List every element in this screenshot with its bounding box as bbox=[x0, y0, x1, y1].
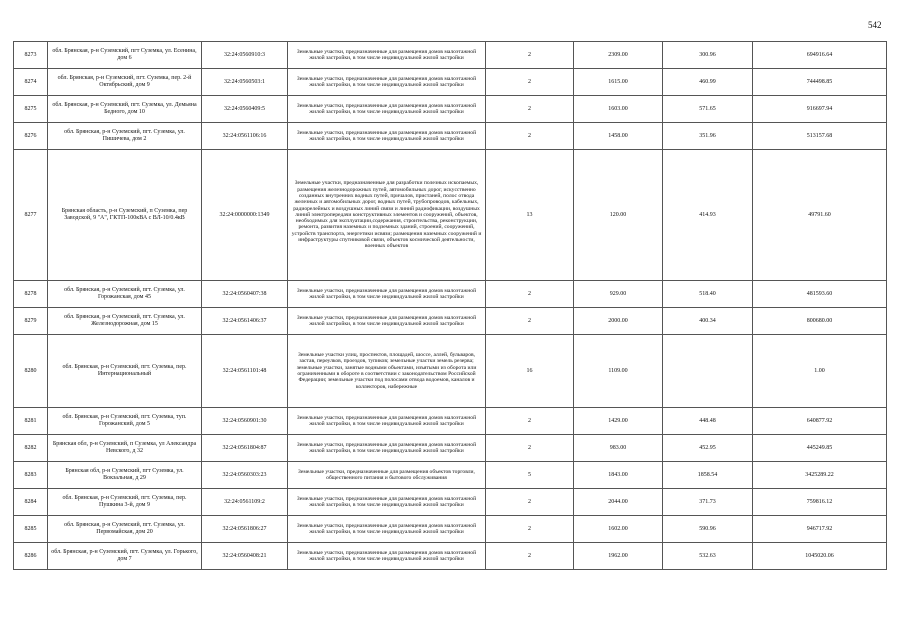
area-cell: 983.00 bbox=[574, 435, 663, 462]
address-cell: обл. Брянская, р-н Суземский, пгт. Суземка, ул. Демьяна Бедного, дом 10 bbox=[48, 96, 202, 123]
land-use-cell: Земельные участки, предназначенные для размещения домов малоэтажной жилой застройки, в том числе индивидуальной жилой застройки bbox=[288, 435, 486, 462]
land-use-cell: Земельные участки, предназначенные для размещения домов малоэтажной жилой застройки, в том числе индивидуальной жилой застройки bbox=[288, 281, 486, 308]
area-cell: 1603.00 bbox=[574, 96, 663, 123]
specific-value-cell: 532.63 bbox=[663, 543, 753, 570]
table-row bbox=[14, 96, 887, 123]
specific-value-cell: 571.65 bbox=[663, 96, 753, 123]
group-code-cell: 2 bbox=[486, 96, 574, 123]
row-number: 8282 bbox=[14, 435, 48, 462]
table-row bbox=[14, 69, 887, 96]
table-row bbox=[14, 435, 887, 462]
address-cell: обл. Брянская, р-н Суземский, пгт. Суземка, пер. Пушкина 3-й, дом 9 bbox=[48, 489, 202, 516]
group-code-cell: 5 bbox=[486, 462, 574, 489]
area-cell: 1109.00 bbox=[574, 335, 663, 408]
cadastral-value-cell: 513157.68 bbox=[753, 123, 887, 150]
group-code-cell: 2 bbox=[486, 281, 574, 308]
row-number: 8286 bbox=[14, 543, 48, 570]
cadastral-value-cell: 946717.92 bbox=[753, 516, 887, 543]
cadastral-number-cell: 32:24:0560910:3 bbox=[202, 42, 288, 69]
row-number: 8275 bbox=[14, 96, 48, 123]
area-cell: 2000.00 bbox=[574, 308, 663, 335]
row-number: 8285 bbox=[14, 516, 48, 543]
address-cell: обл. Брянская, р-н Суземский, пгт Суземка, ул. Есенина, дом 6 bbox=[48, 42, 202, 69]
group-code-cell: 2 bbox=[486, 123, 574, 150]
group-code-cell: 2 bbox=[486, 435, 574, 462]
specific-value-cell bbox=[663, 335, 753, 408]
address-cell: Брянская обл, р-н Суземский, пгт Суземка, ул. Вокзальная, д 29 bbox=[48, 462, 202, 489]
group-code-cell: 2 bbox=[486, 42, 574, 69]
row-number: 8281 bbox=[14, 408, 48, 435]
cadastral-number-cell: 32:24:0561806:27 bbox=[202, 516, 288, 543]
cadastral-number-cell: 32:24:0561106:16 bbox=[202, 123, 288, 150]
specific-value-cell: 414.93 bbox=[663, 150, 753, 281]
land-use-cell: Земельные участки, предназначенные для размещения объектов торговли, общественного питания и бытового обслуживания bbox=[288, 462, 486, 489]
cadastral-number-cell: 32:24:0560408:21 bbox=[202, 543, 288, 570]
land-use-cell: Земельные участки, предназначенные для размещения домов малоэтажной жилой застройки, в том числе индивидуальной жилой застройки bbox=[288, 123, 486, 150]
table-row bbox=[14, 42, 887, 69]
cadastral-number-cell: 32:24:0560409:5 bbox=[202, 96, 288, 123]
row-number: 8279 bbox=[14, 308, 48, 335]
cadastral-number-cell: 32:24:0560303:23 bbox=[202, 462, 288, 489]
address-cell: обл. Брянская, р-н Суземский, пгт. Суземка, пер. 2-й Октябрьский, дом 9 bbox=[48, 69, 202, 96]
table-row bbox=[14, 489, 887, 516]
cadastral-number-cell: 32:24:0560503:1 bbox=[202, 69, 288, 96]
area-cell: 1615.00 bbox=[574, 69, 663, 96]
cadastral-value-cell: 694916.64 bbox=[753, 42, 887, 69]
land-use-cell: Земельные участки, предназначенные для размещения домов малоэтажной жилой застройки, в том числе индивидуальной жилой застройки bbox=[288, 408, 486, 435]
table-row bbox=[14, 281, 887, 308]
cadastral-value-cell: 445249.85 bbox=[753, 435, 887, 462]
area-cell: 2309.00 bbox=[574, 42, 663, 69]
cadastral-number-cell: 32:24:0560901:30 bbox=[202, 408, 288, 435]
cadastral-value-cell: 744498.85 bbox=[753, 69, 887, 96]
address-cell: обл. Брянская, р-н Суземский, пгт. Суземка, ул. Горожанская, дом 45 bbox=[48, 281, 202, 308]
table-row bbox=[14, 123, 887, 150]
area-cell: 1962.00 bbox=[574, 543, 663, 570]
land-use-cell: Земельные участки, предназначенные для размещения домов малоэтажной жилой застройки, в том числе индивидуальной жилой застройки bbox=[288, 42, 486, 69]
land-use-cell: Земельные участки, предназначенные для разработки полезных ископаемых, размещения железнодорожных путей, автомобильных дорог, искусственно созданных внутренних водных путей, причалов, пристаней, полос отвода железных и автомобильных дорог, водных путей, трубопроводов, кабельных, радиорелейных и воздушных линий связи и линий радиофикации, воздушных линий электропередачи конструктивных элементов и сооружений, объектов, необходимых для эксплуатации,содержания, строительства, реконструкции, ремонта, развития наземных и подземных зданий, строений, сооружений, устройств транспорта, энергетики исвязи; размещения наземных сооружений и инфраструктуры спутниковой связи, объектов космической деятельности, военных объектов bbox=[288, 150, 486, 281]
cadastral-number-cell: 32:24:0561109:2 bbox=[202, 489, 288, 516]
table-row bbox=[14, 462, 887, 489]
table-row bbox=[14, 308, 887, 335]
group-code-cell: 2 bbox=[486, 69, 574, 96]
land-use-cell: Земельные участки, предназначенные для размещения домов малоэтажной жилой застройки, в том числе индивидуальной жилой застройки bbox=[288, 489, 486, 516]
cadastral-number-cell: 32:24:0000000:1349 bbox=[202, 150, 288, 281]
specific-value-cell: 1858.54 bbox=[663, 462, 753, 489]
group-code-cell: 2 bbox=[486, 543, 574, 570]
cadastral-value-cell: 759816.12 bbox=[753, 489, 887, 516]
address-cell: Брянская область, р-н Суземский, п Суземка, пер Заводской, 9 "А", ГКТП-100кВА с ВЛ-10/0.4кВ bbox=[48, 150, 202, 281]
land-use-cell: Земельные участки, предназначенные для размещения домов малоэтажной жилой застройки, в том числе индивидуальной жилой застройки bbox=[288, 308, 486, 335]
row-number: 8276 bbox=[14, 123, 48, 150]
specific-value-cell: 460.99 bbox=[663, 69, 753, 96]
specific-value-cell: 300.96 bbox=[663, 42, 753, 69]
table-row bbox=[14, 150, 887, 281]
row-number: 8277 bbox=[14, 150, 48, 281]
land-use-cell: Земельные участки, предназначенные для размещения домов малоэтажной жилой застройки, в том числе индивидуальной жилой застройки bbox=[288, 516, 486, 543]
cadastral-value-cell: 1045020.06 bbox=[753, 543, 887, 570]
group-code-cell: 2 bbox=[486, 408, 574, 435]
area-cell: 1602.00 bbox=[574, 516, 663, 543]
group-code-cell: 2 bbox=[486, 308, 574, 335]
area-cell: 1458.00 bbox=[574, 123, 663, 150]
row-number: 8284 bbox=[14, 489, 48, 516]
table-row bbox=[14, 516, 887, 543]
cadastral-value-cell: 1.00 bbox=[753, 335, 887, 408]
address-cell: обл. Брянская, р-н Суземский, пгт. Суземка, ул. Железнодорожная, дом 15 bbox=[48, 308, 202, 335]
cadastral-value-cell: 916697.94 bbox=[753, 96, 887, 123]
cadastral-value-cell: 481593.60 bbox=[753, 281, 887, 308]
land-registry-table bbox=[13, 41, 887, 570]
group-code-cell: 2 bbox=[486, 489, 574, 516]
cadastral-value-cell: 3425289.22 bbox=[753, 462, 887, 489]
area-cell: 929.00 bbox=[574, 281, 663, 308]
table-row bbox=[14, 543, 887, 570]
row-number: 8280 bbox=[14, 335, 48, 408]
row-number: 8274 bbox=[14, 69, 48, 96]
row-number: 8278 bbox=[14, 281, 48, 308]
specific-value-cell: 590.96 bbox=[663, 516, 753, 543]
group-code-cell: 13 bbox=[486, 150, 574, 281]
address-cell: Брянская обл, р-н Суземский, п Суземка, ул Александра Невского, д 32 bbox=[48, 435, 202, 462]
address-cell: обл. Брянская, р-н Суземский, пгт. Суземка, ул. Пишичева, дом 2 bbox=[48, 123, 202, 150]
cadastral-number-cell: 32:24:0561804:87 bbox=[202, 435, 288, 462]
area-cell: 1429.00 bbox=[574, 408, 663, 435]
address-cell: обл. Брянская, р-н Суземский, пгт. Суземка, пер. Интернациональный bbox=[48, 335, 202, 408]
area-cell: 1843.00 bbox=[574, 462, 663, 489]
cadastral-number-cell: 32:24:0561101:48 bbox=[202, 335, 288, 408]
specific-value-cell: 400.34 bbox=[663, 308, 753, 335]
address-cell: обл. Брянская, р-н Суземский, пгт. Суземка, ул. Первомайская, дом 20 bbox=[48, 516, 202, 543]
specific-value-cell: 448.48 bbox=[663, 408, 753, 435]
table-row bbox=[14, 408, 887, 435]
specific-value-cell: 452.95 bbox=[663, 435, 753, 462]
address-cell: обл. Брянская, р-н Суземский, пгт. Суземка, ул. Горького, дом 7 bbox=[48, 543, 202, 570]
group-code-cell: 16 bbox=[486, 335, 574, 408]
land-use-cell: Земельные участки, предназначенные для размещения домов малоэтажной жилой застройки, в том числе индивидуальной жилой застройки bbox=[288, 543, 486, 570]
land-use-cell: Земельные участки, предназначенные для размещения домов малоэтажной жилой застройки, в том числе индивидуальной жилой застройки bbox=[288, 69, 486, 96]
specific-value-cell: 518.40 bbox=[663, 281, 753, 308]
cadastral-number-cell: 32:24:0561406:37 bbox=[202, 308, 288, 335]
specific-value-cell: 351.96 bbox=[663, 123, 753, 150]
area-cell: 2044.00 bbox=[574, 489, 663, 516]
cadastral-number-cell: 32:24:0560407:38 bbox=[202, 281, 288, 308]
address-cell: обл. Брянская, р-н Суземский, пгт. Суземка, туп. Горожанский, дом 5 bbox=[48, 408, 202, 435]
row-number: 8273 bbox=[14, 42, 48, 69]
table-row bbox=[14, 335, 887, 408]
area-cell: 120.00 bbox=[574, 150, 663, 281]
cadastral-value-cell: 49791.60 bbox=[753, 150, 887, 281]
page-number: 542 bbox=[868, 20, 882, 30]
group-code-cell: 2 bbox=[486, 516, 574, 543]
row-number: 8283 bbox=[14, 462, 48, 489]
land-use-cell: Земельные участки улиц, проспектов, площадей, шоссе, аллей, бульваров, застав, переулков, проездов, тупиков; земельные участки земель резерва; земельные участки, занятые водными объектами, изъятыми из оборота или ограниченными в обороте в соответствии с законодательством Российской Федерации; земельные участки под полосами отвода водоемов, каналов и коллекторов, набережные bbox=[288, 335, 486, 408]
cadastral-value-cell: 640877.92 bbox=[753, 408, 887, 435]
cadastral-value-cell: 800680.00 bbox=[753, 308, 887, 335]
land-use-cell: Земельные участки, предназначенные для размещения домов малоэтажной жилой застройки, в том числе индивидуальной жилой застройки bbox=[288, 96, 486, 123]
specific-value-cell: 371.73 bbox=[663, 489, 753, 516]
